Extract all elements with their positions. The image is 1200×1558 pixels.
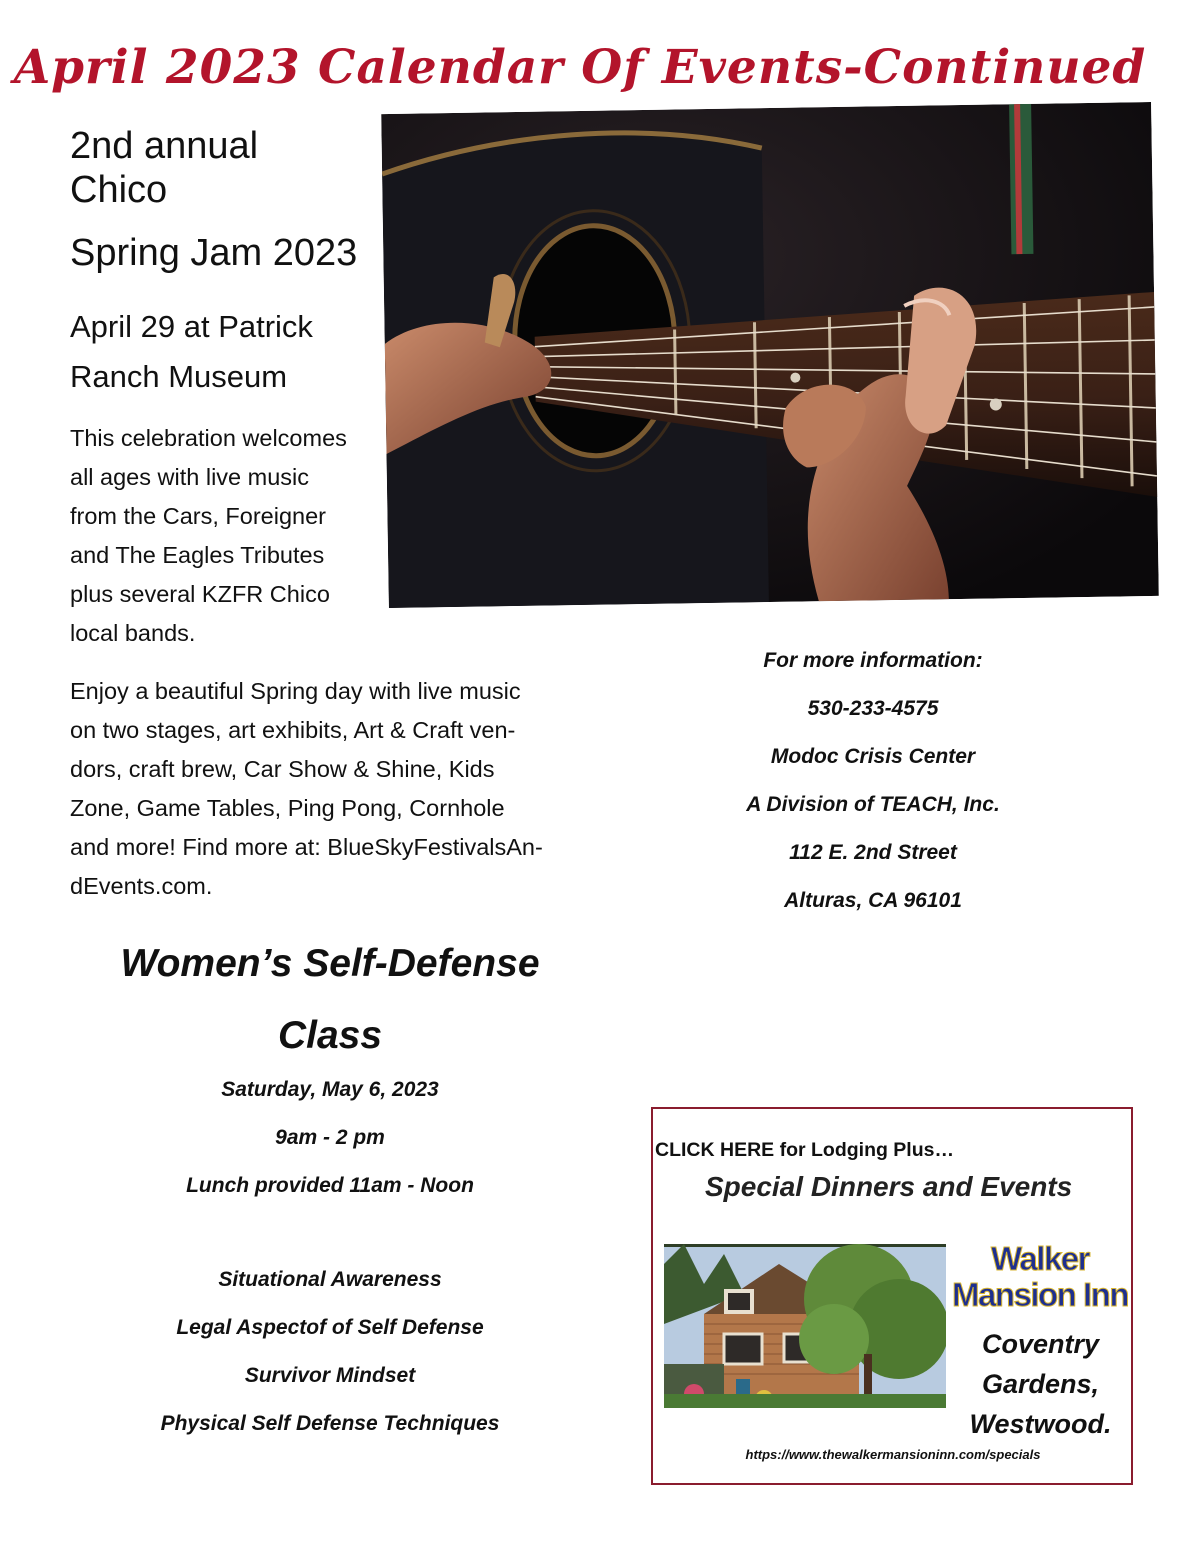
spring-jam-title-line: Chico (70, 169, 168, 211)
inn-location (953, 1324, 1128, 1444)
schedule-line: Saturday, May 6, 2023 (221, 1078, 439, 1101)
description-line: all ages with live music (70, 464, 310, 490)
inn-photo (664, 1244, 946, 1408)
schedule-line: Lunch provided 11am - Noon (186, 1174, 474, 1197)
inn-url-link[interactable]: https://www.thewalkermansioninn.com/specials (745, 1447, 1041, 1462)
details-line: Enjoy a beautiful Spring day with live music (70, 678, 521, 704)
lodging-ad[interactable] (651, 1107, 1133, 1485)
self-defense-section (80, 940, 580, 1448)
description-line: This celebration welcomes (70, 425, 347, 451)
description-line: plus several KZFR Chico (70, 581, 330, 607)
phone-number: 530-233-4575 (807, 697, 939, 720)
spring-jam-title-line: Spring Jam 2023 (70, 232, 358, 274)
address-line: 112 E. 2nd Street (789, 841, 957, 864)
spring-jam-title-line: 2nd annual (70, 125, 259, 167)
spring-jam-title (70, 124, 357, 275)
details-line: dors, craft brew, Car Show & Shine, Kids (70, 756, 495, 782)
description-line: local bands. (70, 620, 196, 646)
details-line: on two stages, art exhibits, Art & Craft ven- (70, 717, 516, 743)
spring-jam-date-line: Ranch Museum (70, 359, 288, 394)
details-line: dEvents.com. (70, 873, 213, 899)
lodging-subtitle: Special Dinners and Events (705, 1171, 1073, 1202)
lodging-link[interactable]: CLICK HERE for Lodging Plus… (655, 1139, 954, 1161)
spring-jam-date-line: April 29 at Patrick (70, 309, 313, 344)
inn-logo (945, 1241, 1135, 1313)
details-line: Zone, Game Tables, Ping Pong, Cornhole (70, 795, 505, 821)
location-line: Gardens, (981, 1369, 1100, 1399)
self-defense-title: Women’s Self-Defense (120, 942, 540, 985)
spring-jam-date (70, 302, 313, 402)
inn-logo-line: Walker (991, 1240, 1089, 1277)
address-line: Alturas, CA 96101 (784, 889, 962, 912)
description-line: from the Cars, Foreigner (70, 503, 326, 529)
info-line: A Division of TEACH, Inc. (746, 793, 1000, 816)
spring-jam-details (70, 672, 543, 906)
guitar-photo (381, 102, 1159, 608)
details-line: and more! Find more at: BlueSkyFestivalsAn- (70, 834, 543, 860)
contact-info (673, 637, 1073, 925)
info-line: Modoc Crisis Center (770, 745, 976, 768)
spring-jam-description (70, 419, 347, 653)
topic-item: Survivor Mindset (244, 1364, 416, 1387)
page-title: April 2023 Calendar Of Events-Continued (13, 40, 1147, 95)
location-line: Westwood. (969, 1409, 1112, 1439)
location-line: Coventry (981, 1329, 1100, 1359)
schedule-line: 9am - 2 pm (275, 1126, 385, 1149)
topic-item: Physical Self Defense Techniques (160, 1412, 500, 1435)
description-line: and The Eagles Tributes (70, 542, 325, 568)
inn-logo-line: Mansion Inn (952, 1276, 1128, 1313)
topic-item: Situational Awareness (218, 1268, 442, 1291)
topic-item: Legal Aspectof of Self Defense (176, 1316, 484, 1339)
info-line: For more information: (763, 649, 983, 672)
self-defense-title: Class (277, 1014, 383, 1057)
